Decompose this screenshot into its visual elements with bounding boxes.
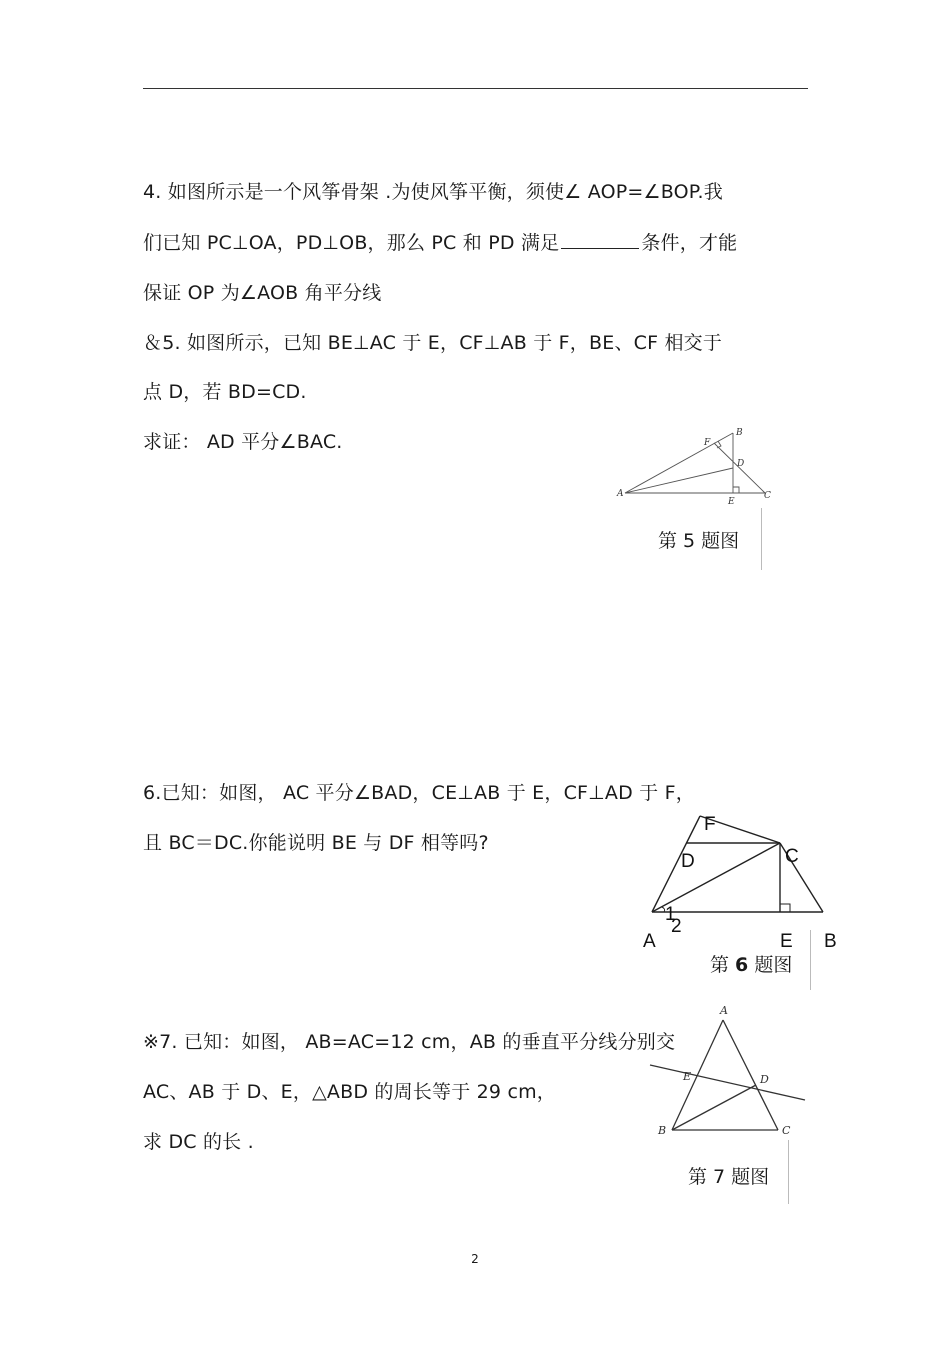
caption-number: 6 bbox=[735, 954, 749, 976]
header-rule bbox=[143, 88, 808, 89]
problem5-separator bbox=[761, 508, 762, 570]
fig7-label-e: E bbox=[683, 1070, 692, 1083]
fig7-label-a: A bbox=[720, 1004, 728, 1017]
problem6-line2: 且 BC＝DC.你能说明 BE 与 DF 相等吗? bbox=[143, 832, 489, 854]
fig5-label-c: C bbox=[764, 491, 771, 501]
fig7-segment-bd bbox=[672, 1085, 756, 1130]
problem4-line1: 4. 如图所示是一个风筝骨架 .为使风筝平衡，须使∠ AOP=∠BOP.我 bbox=[143, 181, 723, 203]
problem5-line2: 点 D，若 BD=CD. bbox=[143, 381, 307, 403]
problem7-line2: AC、AB 于 D、E，△ABD 的周长等于 29 cm， bbox=[143, 1081, 557, 1103]
fig6-segment-ac bbox=[652, 843, 780, 912]
fig7-segment-ac bbox=[723, 1020, 778, 1130]
problem5-line3: 求证： AD 平分∠BAC. bbox=[143, 431, 343, 453]
problem7-line3: 求 DC 的长 . bbox=[143, 1131, 254, 1153]
problem7-separator bbox=[788, 1140, 789, 1204]
fig5-segment-ad bbox=[625, 468, 733, 493]
problem7-caption: 第 7 题图 bbox=[688, 1166, 770, 1188]
fig5-label-e: E bbox=[728, 497, 735, 507]
fig7-perpendicular-bisector bbox=[650, 1065, 805, 1100]
fig7-segment-ab bbox=[672, 1020, 723, 1130]
fig7-label-c: C bbox=[782, 1124, 791, 1137]
fig5-segment-ab bbox=[625, 433, 733, 493]
page-number: 2 bbox=[471, 1252, 479, 1266]
problem6-caption bbox=[710, 950, 792, 977]
fig5-label-d: D bbox=[737, 459, 745, 469]
fig7-label-b: B bbox=[658, 1124, 667, 1137]
fig6-label-one: 1 bbox=[665, 904, 676, 925]
fig6-label-b: B bbox=[824, 931, 837, 952]
problem7-line1: ※7. 已知：如图， AB=AC=12 cm，AB 的垂直平分线分别交 bbox=[143, 1031, 676, 1053]
problem7-figure bbox=[650, 1000, 810, 1140]
problem4-line2 bbox=[143, 230, 737, 255]
fig6-label-c: C bbox=[785, 846, 799, 867]
fig6-right-angle-e bbox=[780, 904, 790, 912]
fig5-right-angle-e bbox=[733, 487, 739, 493]
fig6-label-d: D bbox=[681, 851, 695, 872]
problem4-line3: 保证 OP 为∠AOB 角平分线 bbox=[143, 282, 382, 304]
fig7-label-d: D bbox=[760, 1073, 769, 1086]
fig6-label-f: F bbox=[704, 814, 716, 835]
caption-suffix: 题图 bbox=[748, 954, 793, 976]
problem4-line2-end: 条件，才能 bbox=[641, 232, 738, 254]
fig5-label-b: B bbox=[736, 428, 743, 438]
problem6-line1: 6.已知：如图， AC 平分∠BAD，CE⊥AB 于 E，CF⊥AD 于 F， bbox=[143, 782, 695, 804]
problem4-line2-start: 们已知 PC⊥OA，PD⊥OB，那么 PC 和 PD 满足 bbox=[143, 232, 560, 254]
fig6-label-a: A bbox=[643, 931, 656, 952]
problem5-caption: 第 5 题图 bbox=[658, 530, 740, 552]
fig5-label-a: A bbox=[617, 489, 624, 499]
answer-blank bbox=[561, 230, 639, 249]
problem5-figure bbox=[615, 428, 775, 508]
fig6-label-e: E bbox=[780, 931, 793, 952]
fig6-label-two: 2 bbox=[671, 916, 682, 937]
caption-prefix: 第 bbox=[710, 954, 736, 976]
problem6-separator bbox=[810, 930, 811, 990]
fig5-label-f: F bbox=[704, 438, 711, 448]
problem5-line1: ＆5. 如图所示，已知 BE⊥AC 于 E，CF⊥AB 于 F，BE、CF 相交于 bbox=[143, 332, 723, 354]
